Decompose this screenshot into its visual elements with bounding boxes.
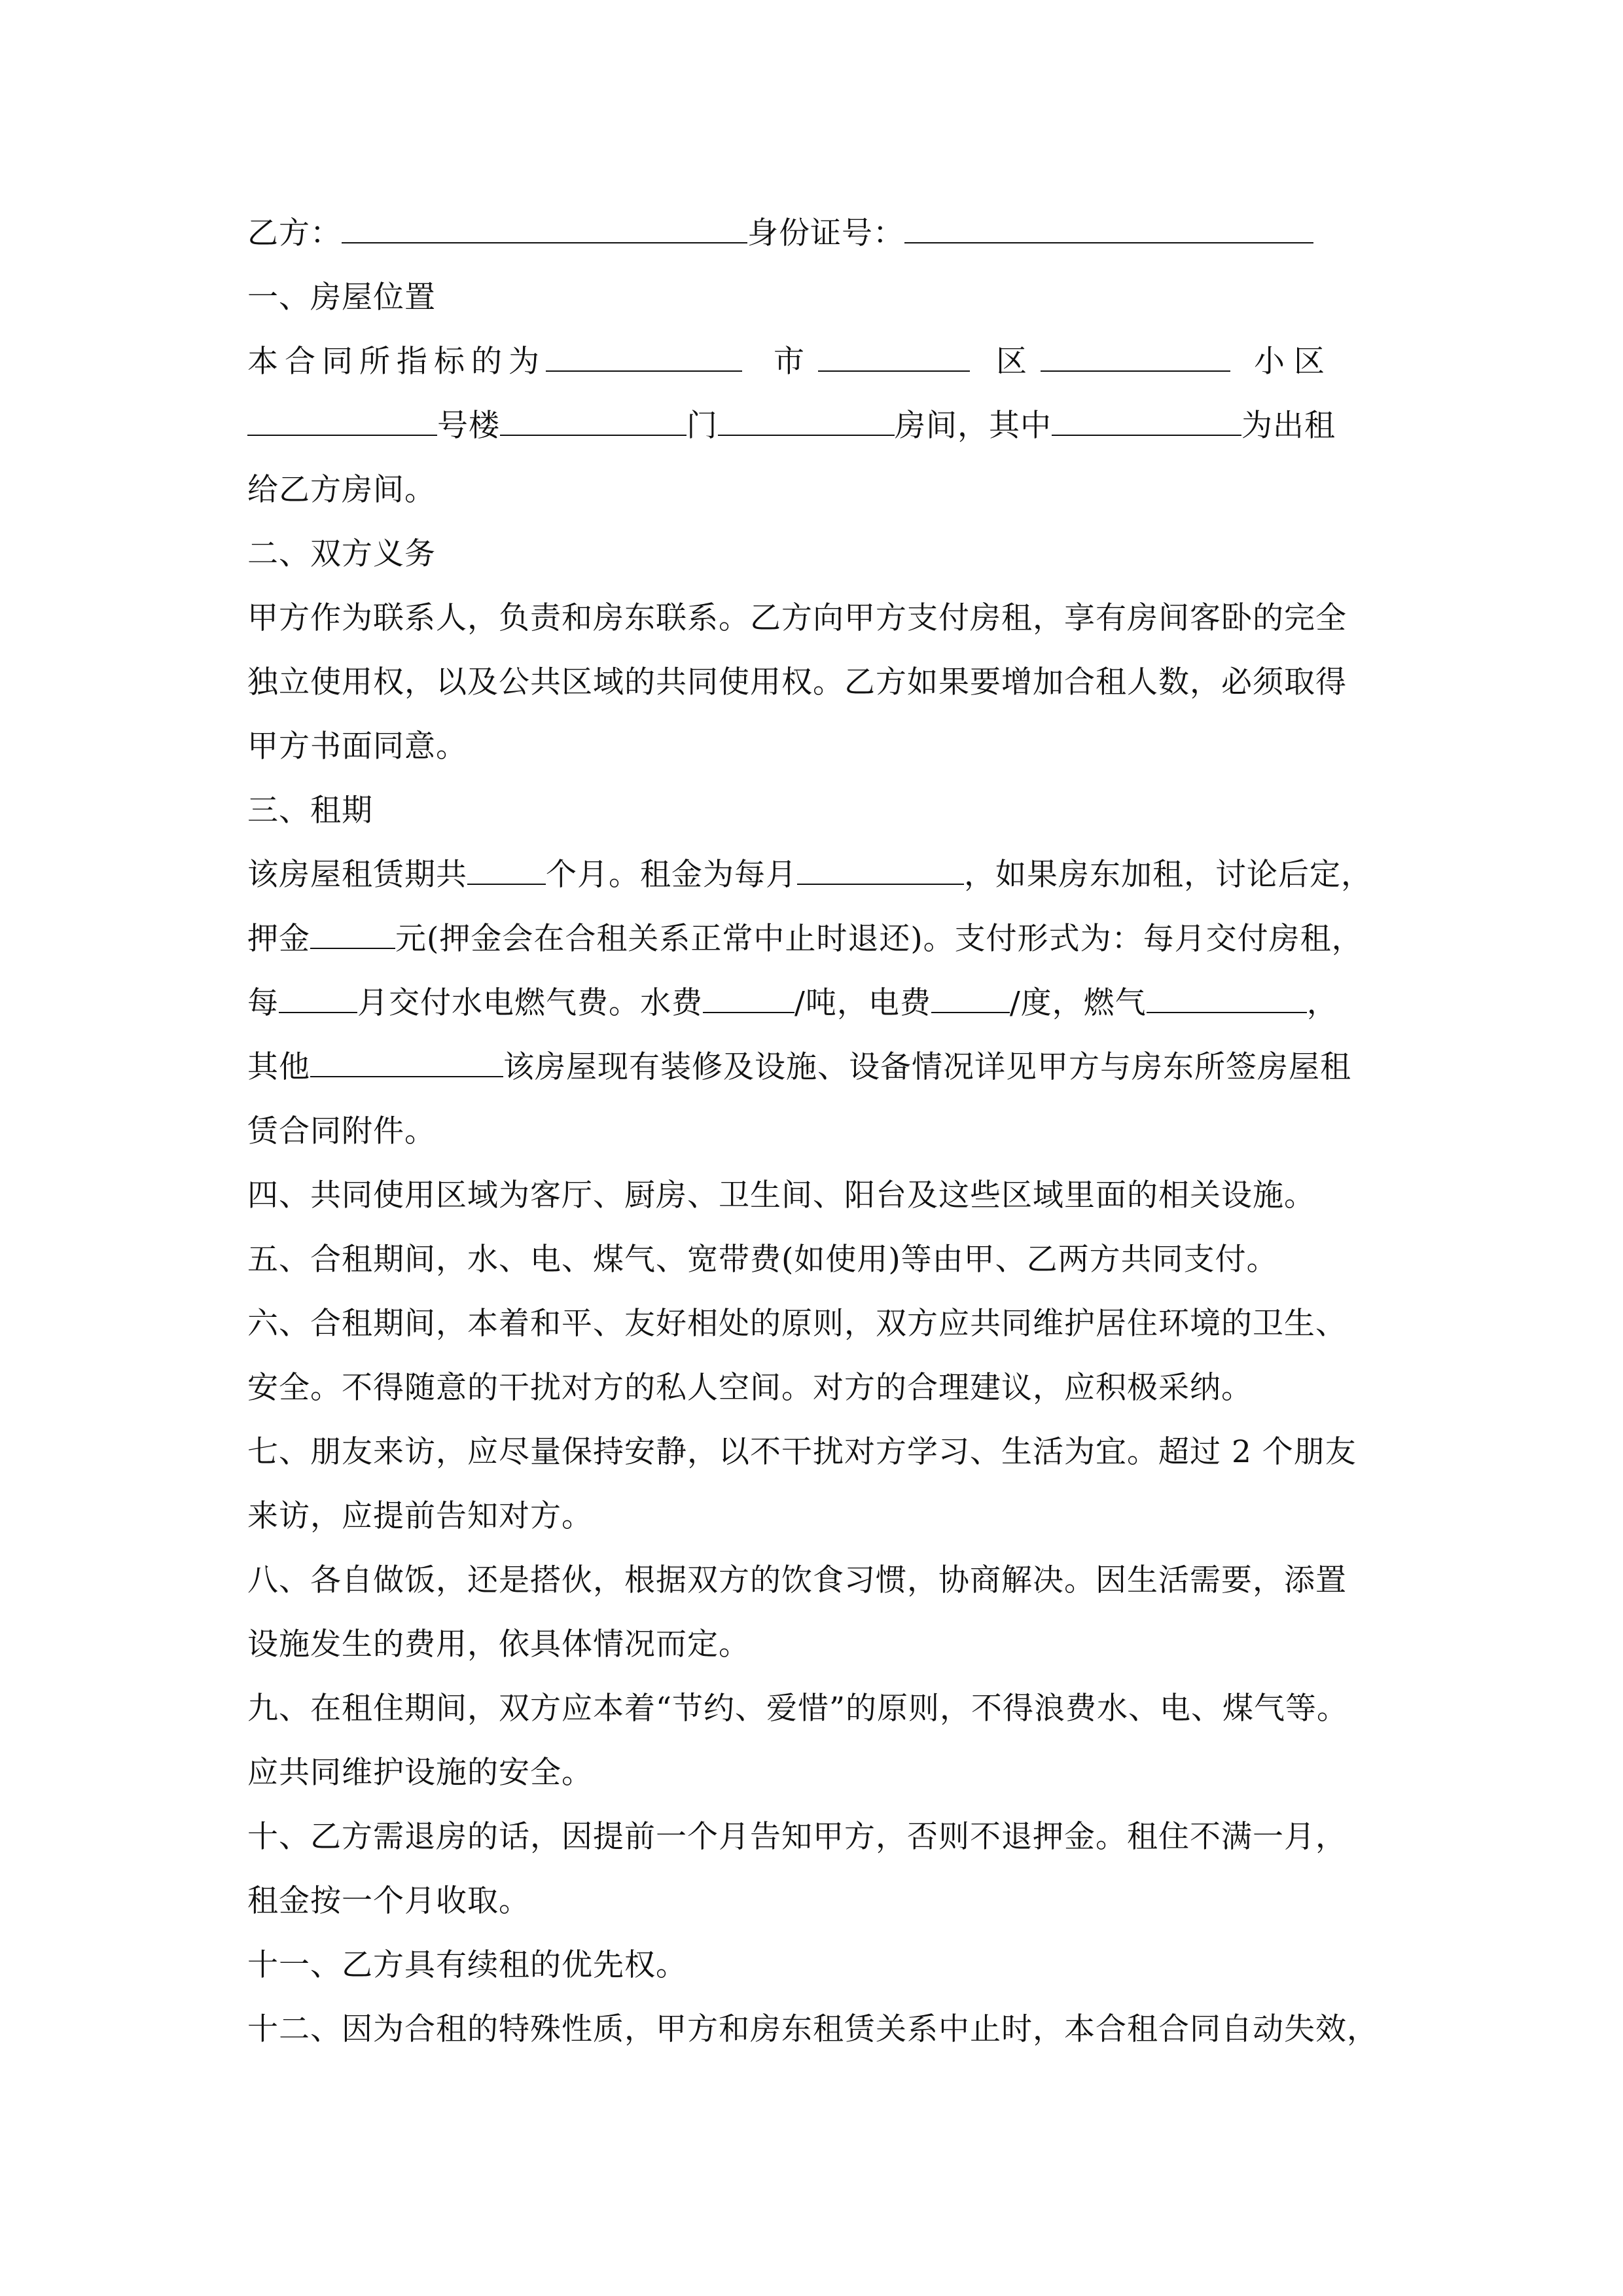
section-10-line-2: 租金按一个月收取。	[247, 1883, 530, 1919]
section-3-line-2	[247, 907, 1389, 971]
community-label: 小区	[1254, 344, 1334, 380]
section-8-line-1: 八、各自做饭，还是搭伙，根据双方的饮食习惯，协商解决。因生活需要，添置	[247, 1562, 1347, 1598]
facilities-text: 该房屋现有装修及设施、设备情况详见甲方与房东所签房屋租	[503, 1049, 1351, 1085]
section-1-title: 一、房屋位置	[247, 279, 436, 315]
door-label: 门	[687, 408, 718, 444]
section-1-line-3: 给乙方房间。	[247, 472, 436, 508]
section-3-line-3	[247, 971, 1389, 1035]
section-7-line-1: 七、朋友来访，应尽量保持安静，以不干扰对方学习、生活为宜。超过 2 个朋友	[247, 1434, 1357, 1470]
other-blank[interactable]	[310, 1050, 503, 1077]
deposit-blank[interactable]	[310, 922, 395, 949]
other-label: 其他	[247, 1049, 310, 1085]
section-1-line-1	[247, 330, 1389, 394]
lease-months-blank[interactable]	[467, 857, 546, 885]
electric-fee-label: /吨，电费	[794, 985, 931, 1021]
section-6-line-1: 六、合租期间，本着和平、友好相处的原则，双方应共同维护居住环境的卫生、	[247, 1306, 1347, 1342]
building-blank[interactable]	[247, 408, 437, 436]
comma-text: ，	[1306, 985, 1338, 1021]
section-12: 十二、因为合租的特殊性质，甲方和房东租赁关系中止时，本合租合同自动失效，	[247, 2011, 1378, 2047]
section-9-line-1: 九、在租住期间，双方应本着“节约、爱惜”的原则，不得浪费水、电、煤气等。	[247, 1691, 1349, 1727]
section-2-title: 二、双方义务	[247, 536, 436, 572]
section-10-line-1: 十、乙方需退房的话，因提前一个月告知甲方，否则不退押金。租住不满一月，	[247, 1819, 1347, 1855]
room-blank[interactable]	[718, 408, 895, 436]
section-9-line-2: 应共同维护设施的安全。	[247, 1755, 593, 1791]
utility-every-label: 每	[247, 985, 279, 1021]
section-6-line-2: 安全。不得随意的干扰对方的私人空间。对方的合理建议，应积极采纳。	[247, 1370, 1253, 1406]
door-blank[interactable]	[500, 408, 687, 436]
city-blank[interactable]	[546, 344, 742, 372]
section-2-paragraph-2: 独立使用权，以及公共区域的共同使用权。乙方如果要增加合租人数，必须取得	[247, 664, 1347, 700]
id-number-blank[interactable]	[904, 216, 1313, 243]
party-b-label: 乙方：	[247, 215, 342, 251]
id-number-label: 身份证号：	[747, 215, 904, 251]
section-1-line-2	[247, 394, 1389, 458]
electric-fee-blank[interactable]	[931, 986, 1010, 1013]
gas-fee-label: /度，燃气	[1009, 985, 1147, 1021]
section-3-title: 三、租期	[247, 793, 373, 829]
district-label: 区	[996, 344, 1027, 380]
section-8-line-2: 设施发生的费用，依具体情况而定。	[247, 1626, 750, 1662]
water-fee-blank[interactable]	[703, 986, 794, 1013]
party-b-line	[247, 202, 1389, 266]
section-11: 十一、乙方具有续租的优先权。	[247, 1947, 687, 1983]
district-blank[interactable]	[818, 344, 970, 372]
community-blank[interactable]	[1041, 344, 1230, 372]
section-1-text: 本合同所指标的为	[247, 344, 546, 380]
monthly-rent-label: 个月。租金为每月	[546, 857, 797, 893]
deposit-text: 元(押金会在合租关系正常中止时退还)。支付形式为：每月交付房租，	[395, 921, 1363, 957]
deposit-label: 押金	[247, 921, 310, 957]
section-4: 四、共同使用区域为客厅、厨房、卫生间、阳台及这些区域里面的相关设施。	[247, 1177, 1315, 1213]
section-5: 五、合租期间，水、电、煤气、宽带费(如使用)等由甲、乙两方共同支付。	[247, 1242, 1278, 1278]
party-b-name-blank[interactable]	[342, 216, 747, 243]
room-label: 房间，其中	[895, 408, 1052, 444]
rented-room-blank[interactable]	[1052, 408, 1241, 436]
rent-increase-text: ，如果房东加租，讨论后定，	[964, 857, 1372, 893]
water-fee-label: 月交付水电燃气费。水费	[357, 985, 703, 1021]
section-2-paragraph-1: 甲方作为联系人，负责和房东联系。乙方向甲方支付房租，享有房间客卧的完全	[247, 600, 1347, 636]
gas-fee-blank[interactable]	[1147, 986, 1307, 1013]
rented-label: 为出租	[1241, 408, 1336, 444]
section-3-line-5: 赁合同附件。	[247, 1113, 436, 1149]
building-label: 号楼	[437, 408, 500, 444]
lease-term-label: 该房屋租赁期共	[247, 857, 467, 893]
contract-page	[247, 202, 1389, 2062]
city-label: 市	[774, 344, 805, 380]
section-3-line-4	[247, 1035, 1389, 1100]
utility-months-blank[interactable]	[279, 986, 357, 1013]
section-2-paragraph-3: 甲方书面同意。	[247, 728, 467, 764]
section-7-line-2: 来访，应提前告知对方。	[247, 1498, 593, 1534]
section-3-line-1	[247, 843, 1389, 907]
monthly-rent-blank[interactable]	[797, 857, 964, 885]
